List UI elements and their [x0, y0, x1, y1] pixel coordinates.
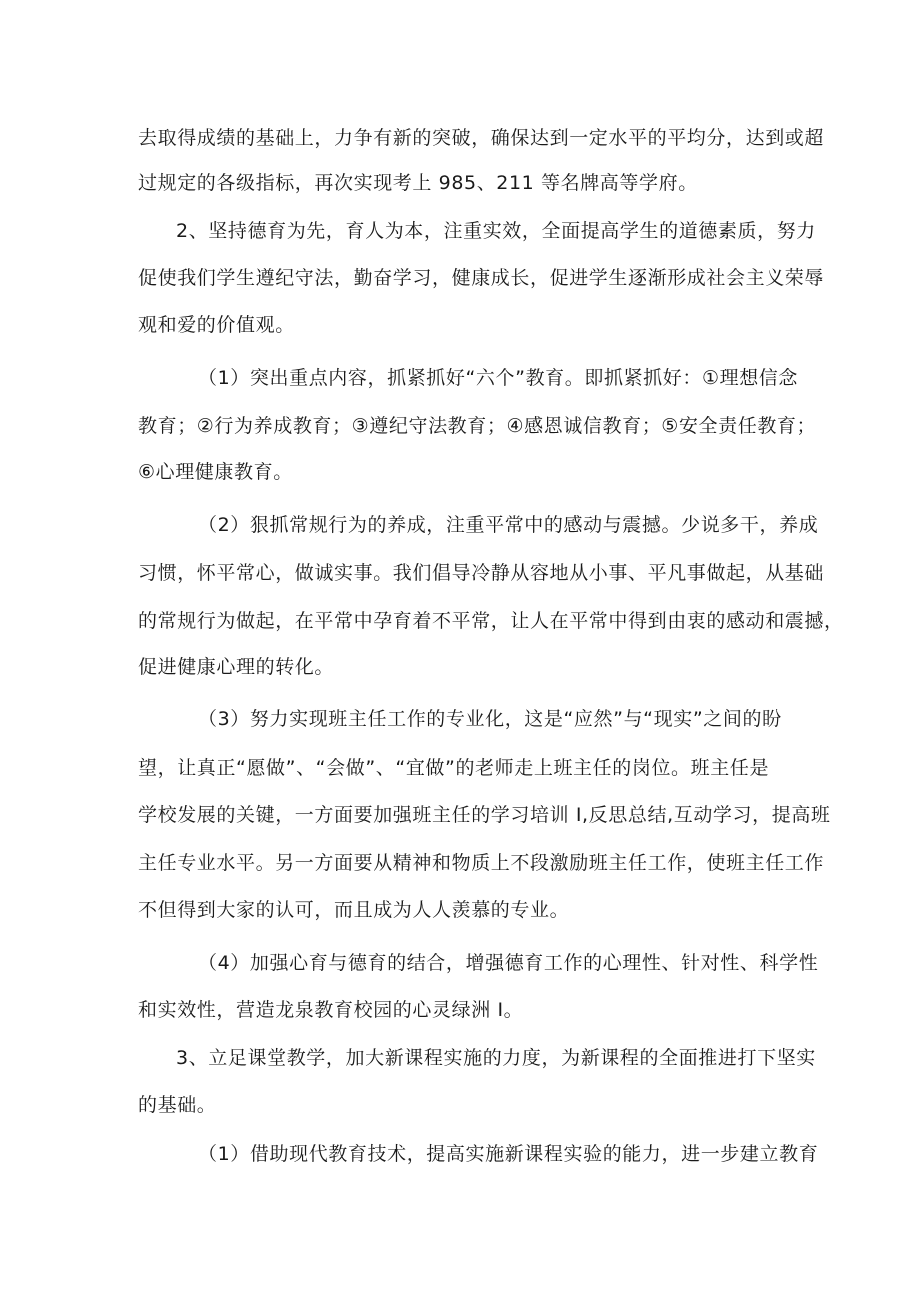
text-line: 教育；②行为养成教育；③遵纪守法教育；④感恩诚信教育；⑤安全责任教育； [138, 415, 817, 437]
text-line: 习惯，怀平常心，做诚实事。我们倡导冷静从容地从小事、平凡事做起，从基础 [138, 562, 825, 584]
text-line: 过规定的各级指标，再次实现考上 985、211 等名牌高等学府。 [138, 172, 698, 194]
text-line: （1）借助现代教育技术，提高实施新课程实验的能力，进一步建立教育 [198, 1143, 819, 1165]
text-line: 的常规行为做起，在平常中孕育着不平常，让人在平常中得到由衷的感动和震撼， [138, 610, 844, 632]
text-line: 观和爱的价值观。 [138, 314, 295, 336]
text-line: 学校发展的关键，一方面要加强班主任的学习培训 I,反思总结,互动学习，提高班 [138, 804, 831, 826]
text-line: 促使我们学生遵纪守法，勤奋学习，健康成长，促进学生逐渐形成社会主义荣辱 [138, 267, 825, 289]
text-line: （1）突出重点内容，抓紧抓好“六个”教育。即抓紧抓好：①理想信念 [198, 367, 799, 389]
text-line: 不但得到大家的认可，而且成为人人羡慕的专业。 [138, 899, 570, 921]
text-line: （4）加强心育与德育的结合，增强德育工作的心理性、针对性、科学性 [198, 952, 819, 974]
text-line: （3）努力实现班主任工作的专业化，这是“应然”与“现实”之间的盼 [198, 708, 782, 730]
text-line: 的基础。 [138, 1094, 217, 1116]
text-line: 去取得成绩的基础上，力争有新的突破，确保达到一定水平的平均分，达到或超 [138, 127, 825, 149]
text-line: （2）狠抓常规行为的养成，注重平常中的感动与震撼。少说多干，养成 [198, 514, 819, 536]
text-line: 促进健康心理的转化。 [138, 656, 335, 678]
text-line: 望，让真正“愿做”、“会做”、“宜做”的老师走上班主任的岗位。班主任是 [138, 757, 770, 779]
text-line: 主任专业水平。另一方面要从精神和物质上不段激励班主任工作，使班主任工作 [138, 852, 825, 874]
text-line: 2、坚持德育为先，育人为本，注重实效，全面提高学生的道德素质，努力 [176, 220, 816, 242]
text-line: 和实效性，营造龙泉教育校园的心灵绿洲 I。 [138, 999, 524, 1021]
text-line: ⑥心理健康教育。 [138, 461, 293, 483]
text-line: 3、立足课堂教学，加大新课程实施的力度，为新课程的全面推进打下坚实 [176, 1047, 816, 1069]
